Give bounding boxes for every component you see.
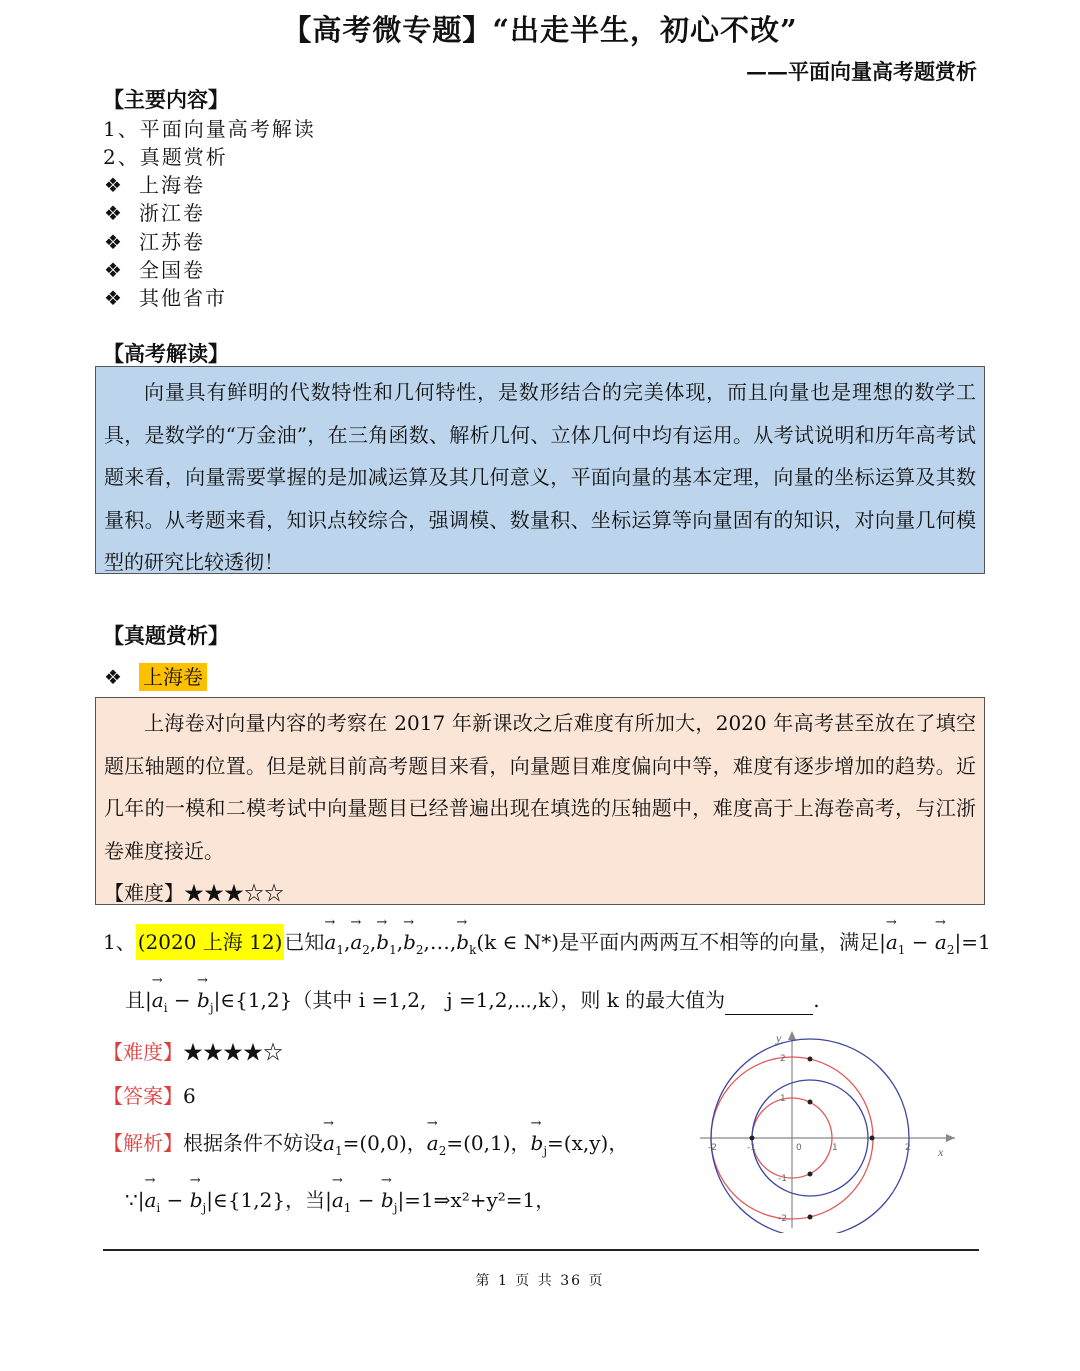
question-1-solution-line-2 xyxy=(125,1184,555,1215)
subscript: i xyxy=(163,1001,168,1015)
question-1-line-2 xyxy=(125,984,820,1015)
vector: → a xyxy=(323,1131,335,1155)
shanghai-box xyxy=(95,697,985,905)
condition-k: (k ∈ N*) xyxy=(476,930,560,954)
separator: , xyxy=(396,930,404,954)
solution-text: =(0,1)， xyxy=(446,1131,531,1155)
subscript: j xyxy=(393,1201,398,1215)
x-tick-label: 2 xyxy=(905,1143,911,1153)
y-axis-arrow-icon xyxy=(788,1031,796,1040)
toc-item: 1、平面向量高考解读 xyxy=(103,117,316,141)
answer-blank xyxy=(725,996,813,1015)
page-number: 第 1 页 共 36 页 xyxy=(475,1273,605,1289)
question-text: |∈{1,2}（其中 i =1,2, j =1,2,⋯,k），则 k 的最大值为 xyxy=(213,988,726,1012)
real-questions-heading: 【真题赏析】 xyxy=(103,623,229,648)
subscript: 1 xyxy=(897,943,906,957)
toc-item: 2、真题赏析 xyxy=(103,145,228,169)
analysis-heading: 【高考解读】 xyxy=(103,341,229,366)
vector: → b xyxy=(197,988,210,1012)
intersection-point xyxy=(808,1100,813,1105)
minus-sign: − xyxy=(167,988,198,1012)
y-tick-label: 2 xyxy=(780,1054,786,1064)
solution-text: |∈{1,2}，当| xyxy=(206,1188,332,1212)
y-tick-label: -2 xyxy=(778,1214,787,1224)
intersection-point xyxy=(750,1136,755,1141)
question-text: 是平面内两两互不相等的向量，满足| xyxy=(559,930,886,954)
question-1-line-1 xyxy=(103,926,991,957)
separator: , xyxy=(343,930,351,954)
diamond-bullet-icon: ❖ xyxy=(104,230,122,254)
subscript: 2 xyxy=(946,943,955,957)
vector: → a xyxy=(152,988,164,1012)
vector: → b xyxy=(456,930,469,954)
vector: → b xyxy=(376,930,389,954)
toc-subitem xyxy=(104,197,205,226)
subscript: 1 xyxy=(389,943,397,957)
toc-subitem xyxy=(104,254,205,283)
x-axis-arrow-icon xyxy=(946,1134,955,1142)
toc-subitem-label: 上海卷 xyxy=(139,173,206,197)
toc-subitem xyxy=(104,226,205,255)
diamond-bullet-icon: ❖ xyxy=(104,173,122,197)
toc-subitem-label: 全国卷 xyxy=(139,258,206,282)
equation: |=1 xyxy=(954,930,991,954)
subscript: 2 xyxy=(438,1144,447,1158)
minus-sign: − xyxy=(351,1188,381,1212)
vector: → a xyxy=(144,1188,156,1212)
vector: → a xyxy=(886,930,898,954)
x-tick-label: 1 xyxy=(832,1143,838,1153)
answer-label: 【答案】 xyxy=(103,1084,183,1108)
vector: → b xyxy=(403,930,416,954)
subscript: j xyxy=(209,1001,214,1015)
solution-text: =(x,y)， xyxy=(547,1131,629,1155)
subscript: j xyxy=(543,1144,548,1158)
subscript: 1 xyxy=(343,1201,352,1215)
subscript: k xyxy=(469,943,477,957)
question-text: 且| xyxy=(125,988,152,1012)
x-tick-label: -1 xyxy=(747,1143,756,1153)
difficulty-label: 【难度】 xyxy=(103,1040,183,1064)
difficulty-stars: ★★★★☆ xyxy=(183,1040,283,1064)
subscript: 2 xyxy=(415,943,424,957)
vector: → a xyxy=(332,1188,344,1212)
question-1-difficulty xyxy=(103,1036,283,1065)
solution-text: |=1⇒x²+y²=1， xyxy=(397,1188,556,1212)
solution-text: 根据条件不妨设 xyxy=(183,1131,323,1155)
ellipsis: ,…, xyxy=(423,930,457,954)
vector: → a xyxy=(324,930,336,954)
shanghai-highlight: 上海卷 xyxy=(139,663,207,691)
toc-subitem-label: 浙江卷 xyxy=(139,201,206,225)
vector: → b xyxy=(381,1188,394,1212)
intersection-point xyxy=(808,1215,813,1220)
subscript: 1 xyxy=(334,1144,343,1158)
main-content-heading: 【主要内容】 xyxy=(103,87,229,112)
toc-subitem xyxy=(104,282,227,311)
question-source: (2020 上海 12) xyxy=(136,924,285,960)
solution-text: ∵| xyxy=(125,1188,145,1212)
y-tick-label: -1 xyxy=(778,1174,787,1184)
question-number: 1、 xyxy=(103,930,136,954)
toc-subitem-label: 其他省市 xyxy=(139,286,228,310)
diamond-bullet-icon: ❖ xyxy=(104,258,122,282)
period: . xyxy=(813,988,820,1012)
minus-sign: − xyxy=(160,1188,190,1212)
vector: → a xyxy=(427,1131,439,1155)
document-title: 【高考微专题】“出走半生，初心不改” xyxy=(282,13,798,47)
solution-label: 【解析】 xyxy=(103,1131,183,1155)
minus-sign: − xyxy=(905,930,935,954)
question-1-solution-line-1 xyxy=(103,1127,628,1158)
x-tick-label: 0 xyxy=(796,1143,802,1153)
intersection-point xyxy=(808,1172,813,1177)
footer-divider xyxy=(103,1249,979,1251)
document-subtitle: ——平面向量高考题赏析 xyxy=(746,59,977,84)
x-tick-label: -2 xyxy=(708,1143,717,1153)
vector: → a xyxy=(935,930,947,954)
shanghai-difficulty xyxy=(104,872,976,915)
blue-circle-large xyxy=(711,1039,909,1233)
diamond-bullet-icon: ❖ xyxy=(104,286,122,310)
intersection-point xyxy=(870,1136,875,1141)
diamond-bullet-icon: ❖ xyxy=(104,201,122,225)
vector: → b xyxy=(531,1131,544,1155)
vector: → b xyxy=(190,1188,203,1212)
subscript: i xyxy=(156,1201,161,1215)
subscript: j xyxy=(202,1201,207,1215)
circles-graph xyxy=(700,1028,960,1233)
analysis-box: 向量具有鲜明的代数特性和几何特性，是数形结合的完美体现，而且向量也是理想的数学工具，是数学的“万金油”，在三角函数、解析几何、立体几何中均有运用。从考试说明和历年高考试题来看，向量需要掌握的是加减运算及其几何意义，平面向量的基本定理，向量的坐标运算及其数量积。从考题来看，知识点较综合，强调模、数量积、坐标运算等向量固有的知识，对向量几何模型的研究比较透彻！ xyxy=(95,366,985,574)
shanghai-description: 上海卷对向量内容的考察在 2017 年新课改之后难度有所加大，2020 年高考甚至放在了填空题压轴题的位置。但是就目前高考题目来看，向量题目难度偏向中等，难度有逐步增加的趋势。近几年的一模和二模考试中向量题目已经普遍出现在填选的压轴题中，难度高于上海卷高考，与江浙卷难度接近。 xyxy=(104,711,976,863)
y-tick-label: 1 xyxy=(780,1094,786,1104)
subscript: 2 xyxy=(362,943,370,957)
intersection-point xyxy=(808,1057,813,1062)
difficulty-label: 【难度】 xyxy=(104,881,184,905)
toc-subitem xyxy=(104,169,205,198)
vector: → a xyxy=(350,930,362,954)
answer-value: 6 xyxy=(183,1084,196,1108)
diamond-bullet-icon: ❖ xyxy=(104,665,122,689)
toc-subitem-label: 江苏卷 xyxy=(139,230,206,254)
shanghai-section-label xyxy=(104,661,207,690)
question-text: 已知 xyxy=(284,930,325,954)
y-axis-label: y xyxy=(776,1031,782,1045)
subscript: 1 xyxy=(336,943,344,957)
solution-text: =(0,0)， xyxy=(342,1131,427,1155)
x-axis-label: x xyxy=(938,1145,944,1159)
separator: , xyxy=(369,930,377,954)
difficulty-stars: ★★★☆☆ xyxy=(184,881,284,905)
question-1-answer xyxy=(103,1080,196,1109)
